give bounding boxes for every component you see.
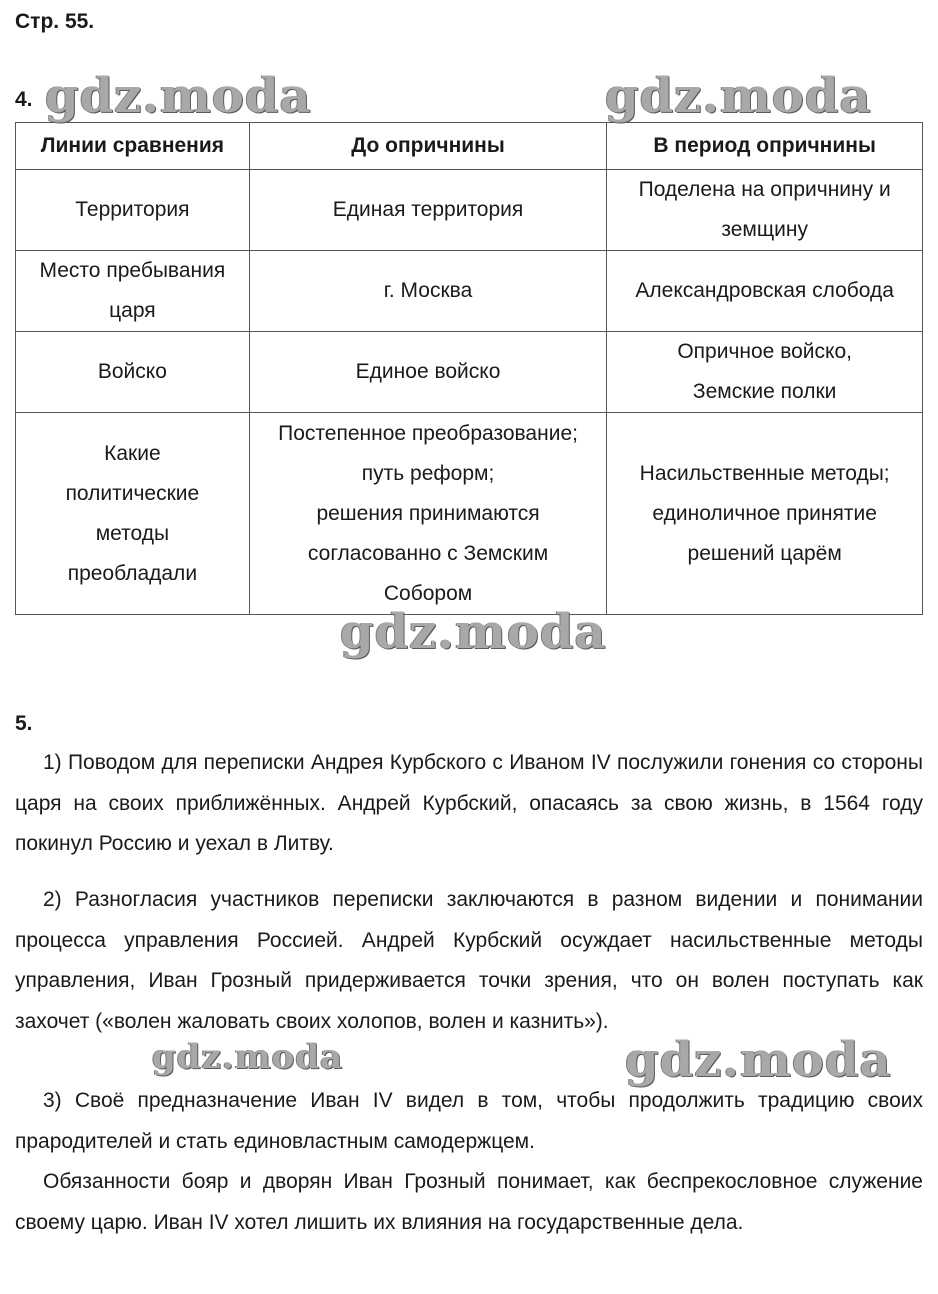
table-row xyxy=(16,413,923,615)
table-row xyxy=(16,332,923,413)
answer-paragraph-1: 1) Поводом для переписки Андрея Курбского с Иваном IV послужили гонения со стороны царя на своих приближённых. Андрей Курбский, опасаясь за свою жизнь, в 1564 году покинул Россию и уехал в Литву. xyxy=(15,751,923,855)
table-cell: Опричное войско, Земские полки xyxy=(607,332,923,413)
table-cell: Александровская слобода xyxy=(607,251,923,332)
table-cell: Войско xyxy=(16,332,250,413)
header-during-oprichnina: В период опричнины xyxy=(607,123,923,170)
table-cell: Поделена на опричнину и земщину xyxy=(607,170,923,251)
comparison-table xyxy=(15,122,923,615)
table-cell: г. Москва xyxy=(249,251,607,332)
table-cell: Территория xyxy=(16,170,250,251)
watermark-logo: gdz.moda xyxy=(605,68,872,124)
table-cell: Место пребывания царя xyxy=(16,251,250,332)
header-comparison-lines: Линии сравнения xyxy=(16,123,250,170)
answer-paragraph-2: 2) Разногласия участников переписки заключаются в разном видении и понимании процесса управления Россией. Андрей Курбский осуждает насильственные методы управления, Иван Грозный придерживается точки зрения, что он волен поступать как захочет («волен жаловать своих холопов, волен и казнить»). xyxy=(15,888,923,1033)
header-before-oprichnina: До опричнины xyxy=(249,123,607,170)
table-row xyxy=(16,170,923,251)
table-cell: Постепенное преобразование; путь реформ; решения принимаются согласованно с Земским Собором xyxy=(249,413,607,615)
answer-paragraph-4: Обязанности бояр и дворян Иван Грозный понимает, как беспрекословное служение своему царю. Иван IV хотел лишить их влияния на государственные дела. xyxy=(15,1170,923,1234)
page-reference: Стр. 55. xyxy=(15,10,95,33)
watermark-logo: gdz.moda xyxy=(152,1037,344,1077)
task-5-number: 5. xyxy=(15,712,33,735)
table-header-row xyxy=(16,123,923,170)
watermark-logo: gdz.moda xyxy=(45,68,312,124)
table-cell: Единое войско xyxy=(249,332,607,413)
answer-paragraph-3: 3) Своё предназначение Иван IV видел в том, чтобы продолжить традицию своих прародителей и стать единовластным самодержцем. xyxy=(15,1089,923,1153)
watermark-logo: gdz.moda xyxy=(340,604,607,660)
table-cell: Какие политические методы преобладали xyxy=(16,413,250,615)
table-cell: Насильственные методы; единоличное принятие решений царём xyxy=(607,413,923,615)
task-4-number: 4. xyxy=(15,88,33,111)
table-cell: Единая территория xyxy=(249,170,607,251)
watermark-logo: gdz.moda xyxy=(625,1032,892,1088)
table-row xyxy=(16,251,923,332)
